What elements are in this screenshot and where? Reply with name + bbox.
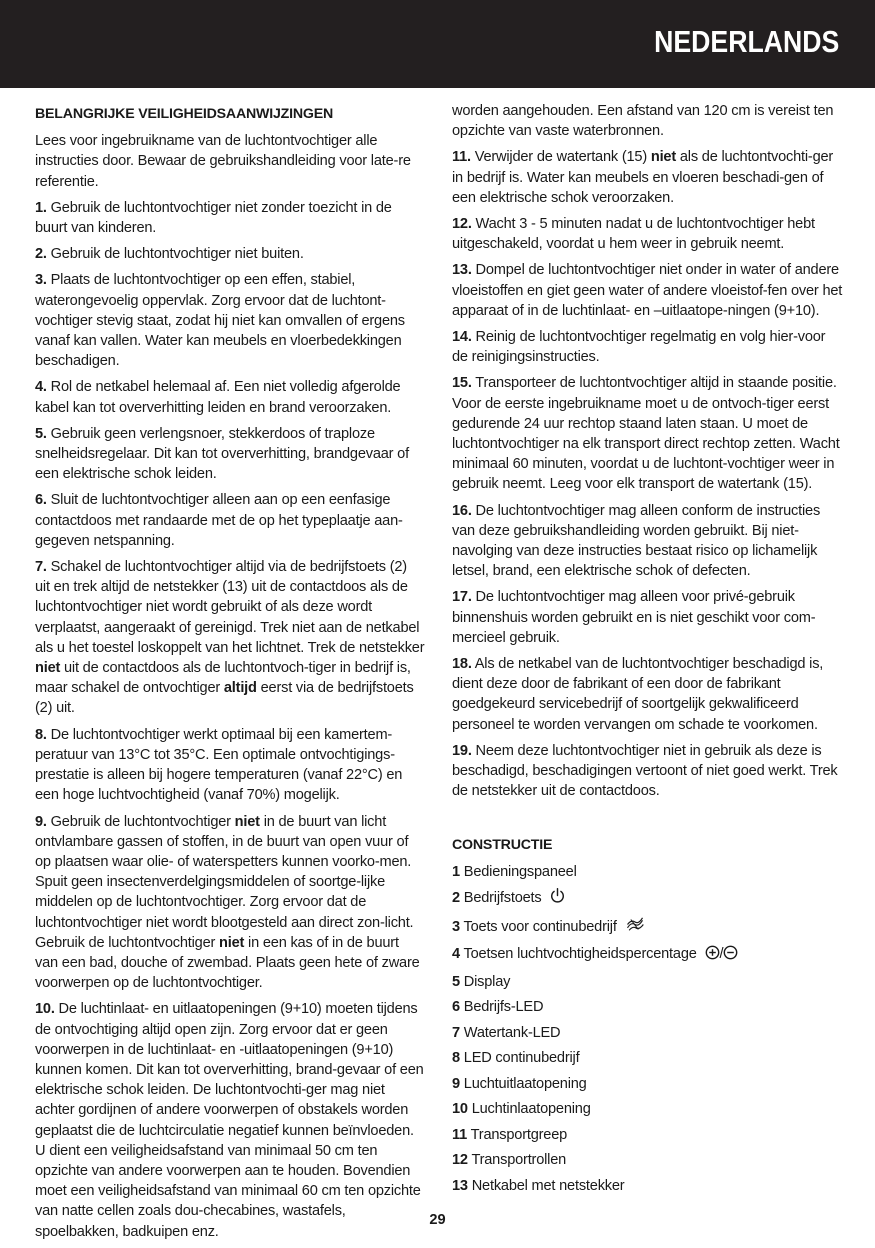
- safety-item-17: [452, 587, 844, 648]
- item-number: 13: [452, 1177, 468, 1194]
- construction-item-12: [452, 1150, 844, 1170]
- emphasis-text: niet: [35, 660, 61, 677]
- left-column: [35, 101, 425, 1248]
- item-number: 6: [452, 999, 460, 1016]
- emphasis-text: altijd: [223, 680, 257, 697]
- item-label: LED continubedrijf: [463, 1050, 580, 1067]
- item-number: 16.: [452, 502, 472, 519]
- item-text: De luchtontvochtiger mag alleen conform de instructies van deze gebruikshandleiding worden gebruikt. Bij niet-navolging van deze instructies bestaat risico op lichamelijk letsel, brand, een elektrische schok of defecten.: [452, 502, 821, 580]
- item-text: in een kas of in de buurt van een bad, douche of zwembad. Plaats geen hete of zware voorwerpen op de luchtontvochtiger.: [35, 934, 420, 992]
- item-number: 8: [452, 1050, 460, 1067]
- item-label: Netkabel met netstekker: [471, 1177, 625, 1194]
- item-text: Als de netkabel van de luchtontvochtiger beschadigd is, dient deze door de fabrikant of een door de fabrikant goedgekeurd servicebedrijf of soortgelijk gekwalificeerd personeel te worden vervangen om schade te voorkomen.: [452, 656, 824, 733]
- plus-circle-icon: [705, 945, 720, 966]
- continuous-mode-icon: [625, 916, 645, 939]
- item-label: Luchtinlaatopening: [471, 1101, 591, 1118]
- language-title: NEDERLANDS: [653, 24, 839, 59]
- item-number: 18.: [452, 656, 472, 673]
- safety-item-9: [35, 812, 425, 994]
- safety-item-15: [452, 373, 844, 494]
- item-text: Schakel de luchtontvochtiger altijd via de bedrijfstoets (2) uit en trek altijd de netstekker (13) uit de contactdoos als de luchtontvochtiger niet wordt gebruikt of als deze wordt verplaatst, aangeraakt of gereinigd. Trek niet aan de netkabel als u het toestel loskoppelt van het lichtnet. Trek de netstekker: [35, 559, 425, 656]
- safety-item-19: [452, 741, 844, 802]
- item-text: in de buurt van licht ontvlambare gassen of stoffen, in de buurt van open vuur of op plaatsen waar olie- of waterspetters kunnen voorko-men. Spuit geen insectenverdelgingsmiddelen of soortge-lijke middelen op de luchtontvochtiger. Zorg ervoor dat de luchtontvochtiger niet wordt blootgesteld aan direct zon-licht. Gebruik de luchtontvochtiger: [35, 813, 414, 951]
- safety-title: BELANGRIJKE VEILIGHEIDSAANWIJZINGEN: [35, 106, 334, 122]
- item-label: Toetsen luchtvochtigheidspercentage: [463, 946, 697, 963]
- construction-item-5: [452, 972, 844, 992]
- safety-item-16: [452, 501, 844, 582]
- item-number: 14.: [452, 329, 472, 346]
- section-spacer: [452, 808, 844, 832]
- emphasis-text: niet: [650, 149, 677, 166]
- item-text: Verwijder de watertank (15): [474, 149, 647, 166]
- item-text: Transporteer de luchtontvochtiger altijd in staande positie. Voor de eerste ingebruikname moet u de ontvoch-tiger eerst gedurende 24 uur rechtop staand laten staan. U moet de luchtontvochtiger na elk transport direct rechtop zetten. Wacht minimaal 60 minuten, voordat u de luchtont-vochtiger weer in gebruik neemt. Leeg voor elk transport de watertank (15).: [452, 375, 840, 493]
- emphasis-text: niet: [219, 934, 245, 951]
- icon-separator: /: [719, 946, 724, 963]
- item-number: 13.: [452, 262, 472, 279]
- item-number: 1: [452, 863, 460, 880]
- item-number: 3: [452, 918, 460, 935]
- construction-item-4: [452, 944, 844, 966]
- safety-item-4: [35, 377, 425, 417]
- item-text: De luchtinlaat- en uitlaatopeningen (9+10) moeten tijdens de ontvochtiging altijd open zijn. Zorg ervoor dat er geen voorwerpen in de luchtinlaat- en -uitlaatopeningen (9+10) kunnen komen. Dit kan tot oververhitting, brand-gevaar of een elektrische schok leiden. De luchtontvochti-ger mag niet achter gordijnen of andere voorwerpen of obstakels worden geplaatst die de luchtcirculatie negatief kunnen beïnvloeden. U dient een veiligheidsafstand van minimaal 50 cm ten opzichte van andere voorwerpen aan te houden. Bovendien moet een veiligheidsafstand van minimaal 60 cm ten opzichte van natte cellen zoals dou-checabines, wastafels, spoelbakken, badkuipen enz.: [35, 1001, 424, 1240]
- item-number: 12: [452, 1152, 468, 1169]
- item-number: 9: [452, 1075, 460, 1092]
- item-number: 4: [452, 946, 460, 963]
- item-number: 3.: [35, 272, 47, 289]
- item-text: Plaats de luchtontvochtiger op een effen, stabiel, waterongevoelig oppervlak. Zorg ervoor dat de luchtont-vochtiger stevig staat, zodat hij niet kan omvallen of ergens vanaf kan vallen. Water kan meubels en vloerbedekkingen beschadigen.: [35, 272, 405, 370]
- construction-item-11: [452, 1125, 844, 1145]
- header-bar: [0, 0, 875, 88]
- power-icon: [549, 887, 566, 910]
- construction-item-8: [452, 1048, 844, 1068]
- construction-item-7: [452, 1023, 844, 1043]
- item-number: 5: [452, 973, 460, 990]
- item-number: 11.: [452, 149, 471, 166]
- item-number: 15.: [452, 375, 472, 392]
- safety-item-2: [35, 244, 425, 264]
- item-number: 4.: [35, 379, 47, 396]
- safety-item-12: [452, 214, 844, 254]
- item-label: Luchtuitlaatopening: [463, 1075, 587, 1092]
- construction-item-10: [452, 1099, 844, 1119]
- item-number: 7.: [35, 559, 47, 576]
- item-number: 9.: [35, 813, 47, 830]
- item-label: Bedrijfs-LED: [463, 999, 544, 1016]
- item-text: uit de contactdoos als de luchtontvoch-tiger in bedrijf is, maar schakel de ontvochtiger: [35, 660, 411, 697]
- item-text: De luchtontvochtiger mag alleen voor privé-gebruik binnenshuis worden gebruikt en is niet geschikt voor com-mercieel gebruik.: [452, 589, 816, 646]
- item-number: 17.: [452, 589, 472, 606]
- item-text: Gebruik geen verlengsnoer, stekkerdoos of traploze snelheidsregelaar. Dit kan tot oververhitting, brandgevaar of een elektrische schok leiden.: [35, 425, 409, 483]
- item-text: als de luchtontvochti-ger in bedrijf is. Water kan meubels en vloeren beschadi-gen of een elektrische schok veroorzaken.: [452, 149, 834, 206]
- safety-item-14: [452, 327, 844, 367]
- safety-item-11: [452, 147, 844, 208]
- safety-item-1: [35, 198, 425, 238]
- item-number: 7: [452, 1024, 460, 1041]
- safety-item-8: [35, 725, 425, 806]
- item-number: 10: [452, 1101, 468, 1118]
- item-number: 2: [452, 890, 460, 907]
- item-label: Transportgreep: [470, 1126, 568, 1143]
- item-text: Gebruik de luchtontvochtiger niet zonder toezicht in de buurt van kinderen.: [35, 199, 392, 237]
- item-text: eerst via de bedrijfstoets (2) uit.: [35, 680, 414, 717]
- construction-item-6: [452, 997, 844, 1017]
- item-number: 11: [452, 1126, 468, 1143]
- item-text: Reinig de luchtontvochtiger regelmatig en volg hier-voor de reinigingsinstructies.: [452, 329, 826, 366]
- right-column: [452, 101, 844, 1201]
- item-number: 1.: [35, 199, 47, 216]
- construction-item-1: [452, 862, 844, 882]
- item-label: Bedieningspaneel: [463, 863, 577, 880]
- item-number: 12.: [452, 216, 472, 233]
- minus-circle-icon: [723, 945, 738, 966]
- item-number: 6.: [35, 492, 47, 509]
- item-label: Watertank-LED: [463, 1024, 561, 1041]
- item-text: Gebruik de luchtontvochtiger niet buiten.: [50, 246, 304, 263]
- item-text: Neem deze luchtontvochtiger niet in gebruik als deze is beschadigd, beschadigingen vertoont of niet goed werkt. Trek de netstekker uit de contactdoos.: [452, 742, 838, 800]
- item-label: Display: [463, 973, 511, 990]
- item-text: Wacht 3 - 5 minuten nadat u de luchtontvochtiger hebt uitgeschakeld, voordat u hem weer in gebruik neemt.: [452, 216, 815, 253]
- item-text: Gebruik de luchtontvochtiger: [50, 813, 231, 830]
- safety-item-10-continued: worden aangehouden. Een afstand van 120 cm is vereist ten opzichte van vaste waterbronnen.: [452, 103, 834, 140]
- construction-item-3: [452, 916, 844, 939]
- item-text: De luchtontvochtiger werkt optimaal bij een kamertem-peratuur van 13°C tot 35°C. Een optimale ontvochtigings-prestatie is alleen bij hogere temperaturen (vanaf 22°C) en een hoge luchtvochtigheid (vanaf 70%) mogelijk.: [35, 726, 403, 804]
- construction-item-13: [452, 1176, 844, 1196]
- safety-item-18: [452, 654, 844, 735]
- item-text: Rol de netkabel helemaal af. Een niet volledig afgerolde kabel kan tot oververhitting leiden en brand veroorzaken.: [35, 379, 401, 416]
- construction-item-9: [452, 1074, 844, 1094]
- safety-item-10: [35, 999, 425, 1241]
- safety-item-7: [35, 557, 425, 719]
- page-number: 29: [429, 1212, 446, 1228]
- emphasis-text: niet: [234, 813, 260, 830]
- item-number: 8.: [35, 726, 47, 743]
- item-number: 10.: [35, 1001, 55, 1018]
- safety-intro: Lees voor ingebruikname van de luchtontvochtiger alle instructies door. Bewaar de gebruikshandleiding voor late-re referentie.: [35, 133, 411, 190]
- safety-item-3: [35, 270, 425, 371]
- item-text: Sluit de luchtontvochtiger alleen aan op een eenfasige contactdoos met randaarde met de op het typeplaatje aan-gegeven netspanning.: [35, 492, 403, 549]
- item-number: 2.: [35, 246, 47, 263]
- item-number: 19.: [452, 742, 472, 759]
- safety-item-13: [452, 260, 844, 321]
- construction-title: CONSTRUCTIE: [452, 836, 553, 853]
- safety-item-5: [35, 424, 425, 485]
- item-label: Transportrollen: [471, 1152, 567, 1169]
- item-label: Toets voor continubedrijf: [463, 918, 617, 935]
- safety-item-6: [35, 490, 425, 551]
- item-label: Bedrijfstoets: [463, 890, 542, 907]
- item-text: Dompel de luchtontvochtiger niet onder in water of andere vloeistoffen en giet geen water of andere vloeistof-fen over het apparaat of in de luchtinlaat- en –uitlaatope-ningen (9+10).: [452, 262, 843, 319]
- construction-item-2: [452, 887, 844, 910]
- item-number: 5.: [35, 425, 47, 442]
